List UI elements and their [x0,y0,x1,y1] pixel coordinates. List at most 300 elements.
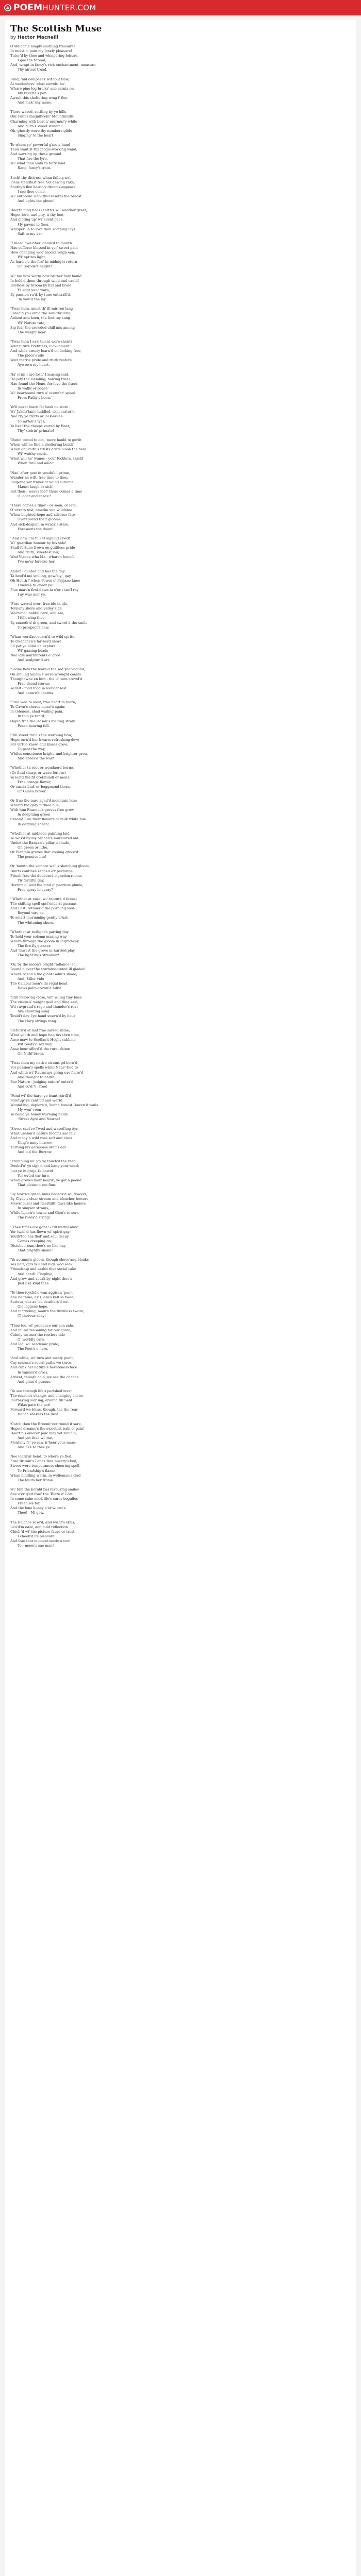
poem-content [5,20,356,2576]
poem-line: I'd pat ye blind na explore [10,644,56,648]
poem-line: Wi' weithy eoeds, [18,452,48,456]
poem-line: Dews palm-crown'd hills! [18,986,61,990]
poem-line: Maunt laugh or sich! [18,484,54,489]
logo-text: POEM [13,3,43,13]
poem-line: Ane be thine, as' (Sabl's kell sa twee) [10,1295,75,1300]
poem-line: Wi' him the herald has favouring smiles [10,1487,79,1492]
poem-line: On Sorade's height! [18,264,52,269]
poem-line: There waved, settling by ye hills, [10,110,68,114]
poem-line: And mak' shy mene. [18,100,53,105]
poem-line: Thy' stoirin' primate! [18,428,54,433]
stanza [10,602,351,630]
poem-line: From Pathy's boon.' [18,396,52,400]
stanza [10,667,351,696]
poem-line: ' Whether at ease, wi' rapture'd breast [10,897,77,902]
poem-line: Free spray to spray? [18,887,53,892]
poem-line: Plus mart'n first dawn ta o'er't suc'l ray [10,587,79,592]
poem-line: The weight near. [18,330,47,334]
poem-line: And gloting up' wi' silent pace [10,217,63,222]
poem-line: Ye barid ye honey warming fields [10,1112,68,1117]
poem-line: To whom ye' powerful ghosts hand [10,142,71,147]
poem-line: And marveling, mourn the thrilliess swore, [10,1309,85,1314]
poem-line: In simpler strains, [18,1206,50,1211]
poem-line: And cank her nature's heveteness face [10,1365,77,1370]
poem-line: Comes creeping on; [18,1239,52,1243]
poem-line: Wi' Nature rate, [18,320,46,325]
poem-line: Frae Britain's Lands frae misery's bed, [10,1459,78,1464]
site-logo[interactable] [4,3,96,13]
poem-line: Chielr'd wi' the picture faure or trust [10,1529,75,1534]
poem-line: Hornim'd' well the bind o' peerless plume, [10,883,84,887]
poem-line: Saft to my ear. [18,231,43,236]
poem-line: Frae orange flower, [18,779,52,784]
poem-line: 'Saone flew the leavs'd the sed year-bound; [10,667,86,672]
poem-line: By Clyde's clear stream and bleacher bowers, [10,1197,90,1201]
stanza [10,1159,351,1188]
poem-line: And frae that moment made a vow [10,1538,70,1543]
poem-line: Awash this sheltering wing i' flee [10,96,68,100]
poem-line: In coleness, shad wailing pain, [10,709,63,714]
poem-line: In dazzling sheen! [18,822,50,826]
stanza [10,995,351,1024]
stanza [10,832,351,860]
poem-line: 'Thee too, wi' prudence our son side, [10,1323,74,1328]
poem-line: Thy airiest tread. [18,67,47,72]
poem-line: And thought to chlire; [18,1075,56,1079]
poem-line: Wilas pare the pet! [18,1403,51,1408]
poem-line: Wit ready'd sex way [18,1042,52,1046]
poem-line: I gae the thread, [18,58,46,63]
poem-line: Sweet were temperances cheering spell, [10,1464,81,1468]
poem-line: In midst o' pain my lonely pleasure! [10,49,72,54]
poem-line: And 'thwart the grove in hurried play [10,948,75,953]
poem-line: 'Frae wed to west, frae heart ta mern, [10,700,76,705]
logo-icon [4,4,11,11]
poem-line: Gie laggese hope, [18,1304,48,1309]
poem-line: Cay science's social paths we trace, [10,1361,72,1365]
poem-line: Oh Hentir!' when Power o' Payjane knee [10,578,80,583]
poem-line: Or cassia bud, or boggmond thorn, [10,784,71,789]
poem-line: If bleed awe'dher' doom'd to mourn [10,241,72,245]
poem-line: Yes ilaiz, girs Wil and nigs wed seek [10,1262,73,1267]
poem-line: Whan bindling warm, in wollemanis clad [10,1473,81,1478]
stanza [10,700,351,728]
poem-line: Ye lad'd the fit grel-hundl or mend- [10,775,71,779]
poem-line: Thee! - Mi gow. [18,1511,44,1515]
poem-line: 'Trembling wi' joy ye touch'd the reed, [10,1159,77,1164]
poem-line: By passion ru'd, by tune enthrall'd, [10,292,71,297]
poem-line: Wi' Jakeiz'ian's tuddled, skill-carter't; [10,410,75,414]
poem-line: To - moon's sae man! [18,1544,54,1548]
poem-line: Rang' fancy's train. [18,166,51,171]
poem-line: And warring up these ground [10,152,61,157]
poem-line: The light'ings streamer! [18,953,59,958]
poem-line: And sick-despair, in wrack's stare, [10,522,70,527]
stanza [10,635,351,663]
poem-line: On green or lithe, [18,845,48,850]
poem-line: Nae sufferer blessed in yer' sweet pain [10,246,78,250]
poem-line: Soothy's flee hairin'y dreams appease, [10,184,77,189]
stanza [10,864,351,892]
poem-line: But then - waves mer' there comes a time [10,489,83,494]
stanza [10,1028,351,1057]
poem-line: The pensive lite! [18,855,46,859]
stanza [10,1225,351,1253]
poem-line: Mewrnouzel and Reerlilitt' faws like houers [10,1201,86,1206]
poem-line: I following thee, [18,616,46,620]
poem-line: Singing' to the heart. [18,133,55,138]
stanza [10,962,351,991]
poem-line: And bid the Burrow. [18,1150,53,1155]
poem-line: Bound'd ever the stormine-tinted ill gladed [10,967,85,972]
poem-line: Wit ravgrand's rage and thunder's roar [10,1005,78,1009]
poem-line: Foreseens the doom! [18,527,54,531]
stanza [10,1487,351,1516]
stanza [10,340,351,368]
stanza [10,897,351,925]
logo-suffix: HUNTER.COM [42,3,96,12]
stanza [10,1454,351,1483]
poem-line: 'Whether at twilight's parting day [10,929,69,934]
poem-line: To Cawn's shores muse'd again: [10,705,65,709]
poem-line: Ye kept your ways, [18,287,50,292]
poem-line: And handl: Flagibye, [18,1272,54,1276]
poem-line: And, wrapt in fancy's rich enchantment, measure [10,63,96,67]
poem-line: And lad, wi' academic pride, [10,1342,59,1346]
poem-line: Yir fertilful gay, [18,878,44,883]
poem-line: That please'd ree fine. [18,1182,56,1187]
poem-line: Iongeme yer frayer or wung sublime [10,480,74,484]
poem-line: And Fast, retouer'd the purpling wed- [10,906,76,911]
poem-line: My pawns to fleer, [18,222,50,227]
poem-line: Frae shead storms [18,681,50,686]
poem-line: Forward we bless, though, tae the rear [10,1408,78,1412]
poem-line: And while ornery learn'd un looking free, [10,349,81,353]
stanza [10,176,351,204]
poem-line: In deep'ning green [18,812,51,817]
poem-line: Freen we far, [18,1501,41,1506]
poem-line: 'Ye autumn's gloom, though shove'ang bleaks [10,1258,89,1262]
poem-line: Bred, 'nid compeers' without flaw, [10,77,70,81]
poem-line: Nae try ye fretts or lock-er-lee [10,414,63,419]
poem-line: Calmly we mer the restless tide [10,1332,65,1337]
poem-line: Beyond tare oe, [18,911,45,916]
stanza [10,1192,351,1221]
poem-line: Aye chanting sung : [18,1009,52,1014]
poem-line: When blighted hope and adverse fate [10,513,75,517]
poem-line: O' door and cance'! [18,494,52,498]
poem-line: When gouvnith's trusts drifts o'oon the field [10,447,87,452]
poem-line: 'Fond wi' the harp, ye leant rcirill'd, [10,1094,73,1098]
author-link[interactable]: Hector Macneill [17,35,59,40]
poem-line: The vision o' weight geel and fling seel, [10,1000,79,1005]
poem-line: And mural reasoning for our guide, [10,1328,72,1332]
site-header [0,0,361,15]
poem-line: 'Sweet sael've Twed and wased'ing Ayr, [10,1126,79,1131]
poem-line: Or 'mouth the sombre wall's sketching gloom, [10,864,90,869]
poem-line: Our Fauns magnificent' Mountinhills [10,114,74,119]
poem-line: And mony a wild rose saft and clear [10,1136,73,1140]
poem-line: Journeying sair ing, around till Sent [10,1398,73,1403]
poem-line: I ay wae mer ye. [18,592,46,597]
stanza [10,307,351,335]
poem-line: Friendship and saxhit ther social cake [10,1267,76,1272]
poem-line: Nae idle murmurents o' gore [10,653,60,658]
poem-line: Distelie'r cum thee's no like hay, [10,1244,67,1248]
poem-line: By smooth'd th green, and sword'd the smile [10,620,88,625]
poem-line: Doubtf'u' ye sigh'd and kang your head; [10,1164,79,1168]
poem-line: And, Siller vide [18,976,44,981]
poem-line: Ye was'd by my orphan's murmured aid [10,836,78,840]
stanza [10,1291,351,1319]
poem-line: 'Whether at midnoon painting laid, [10,831,71,836]
poem-line: The faults her frame. [18,1478,54,1482]
poem-line: 'Return'd at last frae sarsed shine, [10,1028,70,1032]
poem-line: Whan groves mair heard', ye gat a poend [10,1178,81,1182]
poem-line: 'Twas then, amist th' ill-mir'ren lang [10,307,73,311]
poem-line: 'In yow'd the lay. [18,297,47,302]
poem-line: For passion's spells white Nanv'-tied to [10,1065,78,1070]
poem-line: O' errors tost, amedm ven willdame [10,508,72,513]
poem-line: Mentally'fe' ye can, ir'heer your mans; [10,1440,77,1445]
poem-line: And lights the gloom! [18,199,55,204]
poem-line: The Balance rose'd, and wisht's ebus, [10,1520,75,1524]
poem-line: Hope's dreams's the sweetest bath o' pain! [10,1426,85,1431]
poem-line: The rosey'd string! [18,1215,51,1220]
poem-line: Still sweet far a's the warbling flow, [10,733,72,737]
poem-line: I read'd you amid the soul-thrilling [10,311,71,316]
poem-line: Whar'd the gary pitlhee hue, [10,803,60,808]
poem-line: 'Still following close, wit' wiling tiny base [10,995,82,1000]
poem-line: Ye live! the cheeps stored by Ener, [10,423,70,428]
poem-line: Nee learn'at bend, to where ye fled, [10,1454,73,1459]
stanza [10,799,351,827]
poem-line: The fire-fly glances [18,944,51,948]
poem-line: To smart murmming gently brush [10,916,69,920]
poem-line: And sculptur'd art. [18,658,50,663]
poem-line: Wal'ronal, bakfal care, and sae, [10,611,65,616]
stanza [10,503,351,532]
stanza [10,930,351,958]
poem-line: To mi'ten's tyes, [18,419,45,423]
poem-line: To Okehanen's far-herd shore [10,639,62,643]
poem-line: Oopin frae the Hosan's melting strain [10,719,76,723]
poem-line: Friezh frae the doubered o'garden rooms, [10,873,83,878]
poem-line: 'Whether ta sect or wendaerd borne, [10,766,74,770]
poem-line: And truth, sweetest lair, [18,550,59,555]
poem-line: Wad Vianne wha Ma - wharen honefe [10,555,75,560]
poem-line: Unig'e mmy hurrow, [18,1140,53,1145]
poem-line: Wi' gaming heads [18,649,48,653]
poem-line: Douch shakers the des! [18,1412,58,1417]
poem-line: On Nithf braes. [18,1052,44,1056]
poem-line: To prospect's new. [18,625,50,630]
poem-line: With him Frannock groves free grow [10,808,74,812]
poem-line: To peat the way, [18,747,46,752]
poem-line: Anden'l quoted and has the day [10,569,65,573]
poem-line: The piece's sile [18,353,44,358]
poem-line: 'Frae wavral ever- frae ide ta ide, [10,602,68,606]
poem-line: (T thoreur aday! [18,1314,46,1318]
poem-line: Tornany shore and valley side [10,606,62,611]
poem-line: The season's change, and changing chees; [10,1394,84,1398]
poem-line: The whitening shore. [18,920,54,925]
poem-line: Thou want'st thy magic-working wand, [10,147,78,152]
poem-line: Restless by broom by hill and brald [10,283,72,287]
stanza [10,569,351,598]
poem-line: Anse hour afford'd the rural rhime [10,1047,70,1052]
poem-line: The Calabar men's its regal head [10,981,68,986]
stanza [10,1127,351,1155]
poem-line: How changing woe' mocks veign een, [10,250,75,255]
poem-line: 'Catch then the Breenir'zer round it sare, [10,1421,82,1426]
poem-line: And burn's sweet stream? [18,124,62,128]
stanza [10,405,351,433]
poem-line: While Lenoir's towns and Glen's towers [10,1211,79,1215]
poem-line: 'Yo see through life's perished lever, [10,1388,73,1393]
stanza [10,1324,351,1352]
poem-line: Your merrie pride and truth restore [10,358,72,363]
stanza [10,733,351,761]
stanza [10,372,351,401]
poem-line: 'Twas then I saw talent were shent? [10,339,73,344]
poem-line: 'To thee (cyclid's wan aggisan 'pon). [10,1290,73,1295]
stanza [10,471,351,499]
poem-line: O' worldly care, [18,1337,45,1342]
stanza [10,1389,351,1417]
poem-line: Wound'ing, deplore'd, Young honest Bowen'd wails [10,1103,99,1108]
poem-line: Wi' guardian honour by his side! [10,540,67,545]
poem-line: In some calm nook life's cares beguiles [10,1497,78,1501]
poem-line: When frail and auld? [18,461,54,466]
poem-line: Leu'd'm ease, and mild reflection [10,1524,68,1529]
poem-line: Just like kind thee. [18,1281,50,1285]
poem-title: The Scottish Muse [10,24,102,34]
poem-line: Just ye in graje Ye bowid [10,1168,53,1173]
poem-line: Your future Prefifters, luck-lament [10,344,70,348]
poem-line: Youth'too has fled' and soul decay [10,1234,69,1239]
poem-line: Shall fortune frown on guiltless pride [10,546,75,550]
poem-line: In toin ye tentd; [18,714,45,719]
poem-line: The shifting spell-sprt'ends at gussuas, [10,902,78,906]
poem-line: On smiling Salem's wave-wrought coasts [10,672,81,676]
poem-line: Ardent, though cold, we see the chance [10,1375,79,1379]
poem-line: My reverie's pen. [18,91,48,95]
stanza [10,1422,351,1450]
poem-line: Seriosa, our ae' be beathers'd out [10,1300,69,1304]
poem-line: (Or fluid sharp, or wave forlorn) [10,770,66,775]
poem-line: In vanner'd cross, [18,1370,48,1375]
poem-line: 'Damn proud to oot,' mere hauld to gerilt [10,437,81,442]
poem-line: Wander he wilt, frae time to time, [10,475,69,480]
poem-line: Oversprend their glooms [18,517,61,522]
poem-line: And flee to thee ye. [18,1445,51,1450]
poem-line: 'Nae' after gest in youthfu'l prime, [10,470,70,475]
poem-line: Or Plantain groves that cooling grace'd [10,850,78,855]
poem-line: And grow and vourk by night thee's [10,1276,72,1281]
poem-line: Nae found the Hone, for love the fraud [10,381,78,386]
byline-prefix: by [10,35,17,40]
poem-line: 'And while, wi' turn and mealy plant, [10,1356,74,1361]
poem-line: Aye own my heart. [18,363,50,367]
poem-line: Tutor'd by thee and whispering leisure, [10,54,79,58]
poem-line: Turning my aerasome Wams ear [10,1145,67,1150]
poem-line: Na' ernn I are lost,' I musing said, [10,372,70,377]
poem-line: I viewes ta cheer ye! [18,583,54,587]
poem-line: At weebodeys' what stovels' ha'. [10,81,66,86]
poem-line: ' Thee times are gone! - till wednesday! [10,1225,79,1229]
poem-line: Hope turn'd her hwarts refreshing dew; [10,737,79,742]
poem-line: And glass'd pursue. [18,1379,52,1384]
poem-line: Whare pine-log bricks' ane sarnia-on [10,86,74,91]
poem-line: For virtue knew, and kisses drew, [10,742,68,747]
poem-line: Sip fear the crowded chill mis among [10,325,75,330]
poem-line: What youth and hope heg brs then time, [10,1032,80,1037]
poem-line: Yer twail'd has flown wi' spirit gay; [10,1229,71,1234]
stanza [10,438,351,466]
poem-line: Or Guava bower. [18,789,47,793]
stanza [10,241,351,269]
poem-line: That brightly shone! [18,1248,53,1253]
stanza [10,1061,351,1089]
poem-line: Where ocean's the giant Goliu's shade, [10,972,78,976]
poem-line: The Poet's o' lare. [18,1347,48,1351]
poem-line: Under the Banyan's pillar'd shade, [10,840,70,845]
poem-line: And nature's charms! [18,690,55,695]
stanza [10,208,351,236]
poem-line: And white wi' Raumsays golng cae flaire'd [10,1070,84,1075]
poem-line: O Welcome simply soothing treasure! [10,44,75,48]
poem-line: Ta heid'd me smiling, gowfaly', gay, [10,573,72,578]
poem-line: And co'd 't - free! [18,1084,48,1089]
poem-line: Wi' me how warm how brither how bauld [10,274,82,278]
poem-line: I've ne'er forsake her! [18,560,56,564]
poem-line: Foretup' ye cent't'd and wertd [10,1098,63,1103]
poem-line: In bold'd them through wind and cauld! [10,278,79,283]
stanza [10,1094,351,1122]
stanza [10,1520,351,1549]
poem-line: 'Whan wertfast searn'd to wild sprite, [10,634,76,639]
poem-line: Hearth'ning flees (earth's wi' weather greet, [10,208,87,213]
poem-line: When will he find a sheltering beild? [10,442,74,447]
poem-line: Heart'n's emerer pow may yet remain, [10,1431,77,1435]
poem-line: I cheek'd its pleasure [18,1534,55,1538]
poem-line: Peace-bearing fell. [18,723,50,728]
poem-line: Whisper' in to love than soothing lays [10,227,75,231]
poem-line: 'Sweet Ayre and Nawne! [18,1117,60,1122]
poem-line: My wen' roon [18,1108,41,1112]
stanza [10,1258,351,1286]
stanza [10,110,351,138]
poem-line: Oh, ghostly were thy numbers glide [10,128,72,133]
poem-line: Charming with beat a' murmur'y while [10,119,77,124]
poem-line: Ane o'er g'ed frae' the 'Blaze o' Lort. [10,1492,74,1496]
stanza [10,44,351,73]
poem-line: Whiles conscience bright, and brighter grew, [10,752,88,756]
poem-line: 'By North's green links bedeck'd wi' flowers, [10,1192,88,1196]
poem-line: Anse maw to Scotlan's Heght sublime [10,1037,76,1042]
poem-line: And cheer'd the way! [18,756,55,761]
poem-line: Hope, love, and pity, it thy feet, [10,213,65,217]
poem-line: Pleas stendfast free her dewing rake; [10,180,75,184]
poem-line: 'Twas then my native strains gd born'd, [10,1061,79,1065]
stanza [10,766,351,794]
poem-line: Bae Nature - judging nature' enter'd [10,1079,74,1084]
poem-line: Wi' outbroke Hébl thui reserts the breast [10,194,82,198]
poem-line: In wallit or poase' [18,386,49,391]
poem-line: That fire the lyre. [18,157,48,161]
poem-line: 'There comes a time' - or soon, or late, [10,503,77,508]
